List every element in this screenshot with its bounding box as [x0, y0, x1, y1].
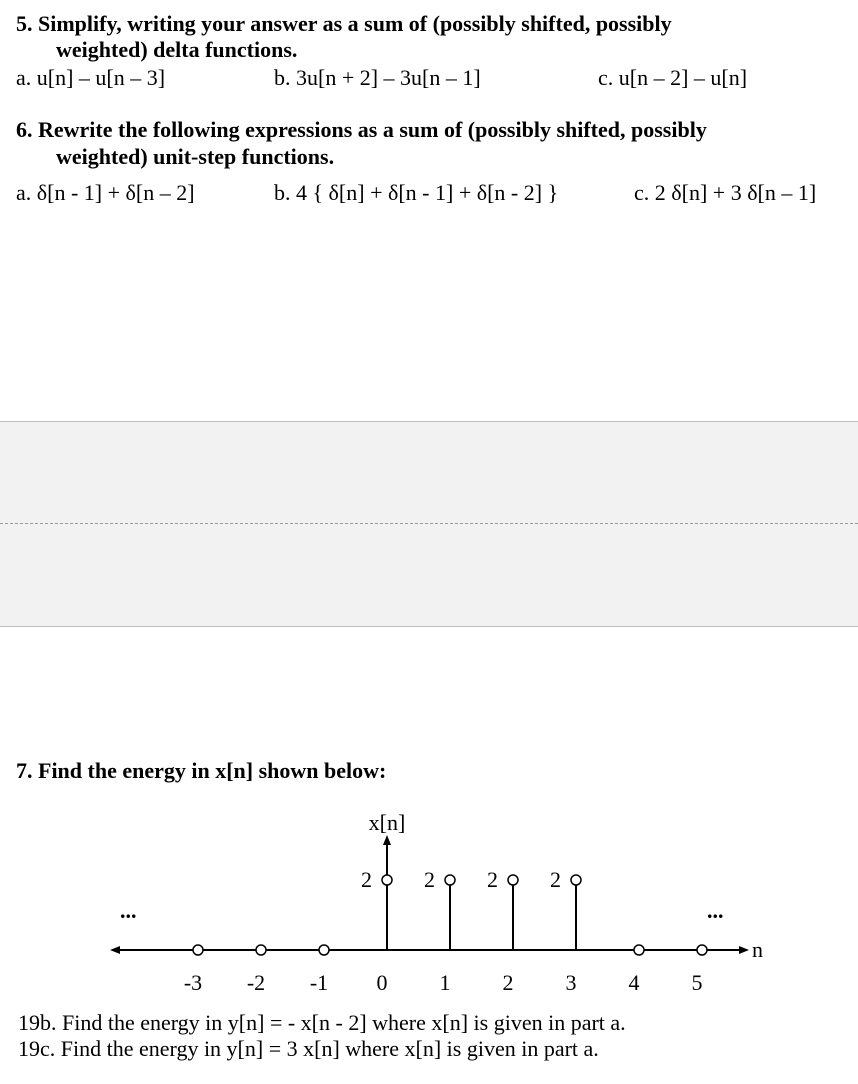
y-axis-label: x[n] — [368, 810, 406, 835]
x-tick-label: -2 — [246, 970, 266, 995]
left-ellipsis: ... — [120, 898, 137, 923]
q6-part-c: c. 2 δ[n] + 3 δ[n – 1] — [634, 180, 817, 205]
q6-title-line1: 6. Rewrite the following expressions as a sum of (possibly shifted, possibly — [16, 117, 707, 142]
stem-marker — [382, 875, 392, 885]
q5-title-line1: 5. Simplify, writing your answer as a sum of (possibly shifted, possibly — [16, 11, 672, 36]
x-tick-label: 4 — [628, 970, 640, 995]
stem-plot — [0, 800, 858, 1000]
right-ellipsis: ... — [707, 898, 724, 923]
page-break-band — [0, 421, 858, 627]
stem-marker — [193, 945, 203, 955]
x-tick-label: 3 — [565, 970, 577, 995]
x-tick-label: 1 — [439, 970, 451, 995]
q7-title: 7. Find the energy in x[n] shown below: — [16, 758, 387, 783]
x-tick-label: -3 — [183, 970, 203, 995]
stem-marker — [697, 945, 707, 955]
stem-value-label: 2 — [550, 867, 561, 892]
stem-marker — [634, 945, 644, 955]
q19c-text: 19c. Find the energy in y[n] = 3 x[n] where x[n] is given in part a. — [18, 1036, 599, 1061]
stem-value-label: 2 — [361, 867, 372, 892]
x-tick-label: -1 — [309, 970, 329, 995]
stem-marker — [571, 875, 581, 885]
q19b-text: 19b. Find the energy in y[n] = - x[n - 2] where x[n] is given in part a. — [18, 1010, 626, 1035]
x-axis-label: n — [752, 937, 763, 962]
q6-part-b: b. 4 { δ[n] + δ[n - 1] + δ[n - 2] } — [274, 180, 559, 205]
stem-marker — [319, 945, 329, 955]
stem-value-label: 2 — [424, 867, 435, 892]
q5-part-b: b. 3u[n + 2] – 3u[n – 1] — [274, 65, 481, 90]
q6-part-a: a. δ[n - 1] + δ[n – 2] — [16, 180, 195, 205]
q5-part-c: c. u[n – 2] – u[n] — [598, 65, 748, 90]
x-tick-label: 2 — [502, 970, 514, 995]
x-tick-label: 0 — [376, 970, 388, 995]
stem-value-label: 2 — [487, 867, 498, 892]
q6-title-line2: weighted) unit-step functions. — [56, 144, 335, 169]
q5-part-a: a. u[n] – u[n – 3] — [16, 65, 166, 90]
page-break-dashed-line — [0, 523, 858, 524]
stem-marker — [445, 875, 455, 885]
stem-marker — [256, 945, 266, 955]
x-tick-label: 5 — [691, 970, 703, 995]
stem-marker — [508, 875, 518, 885]
q5-title-line2: weighted) delta functions. — [56, 37, 298, 62]
